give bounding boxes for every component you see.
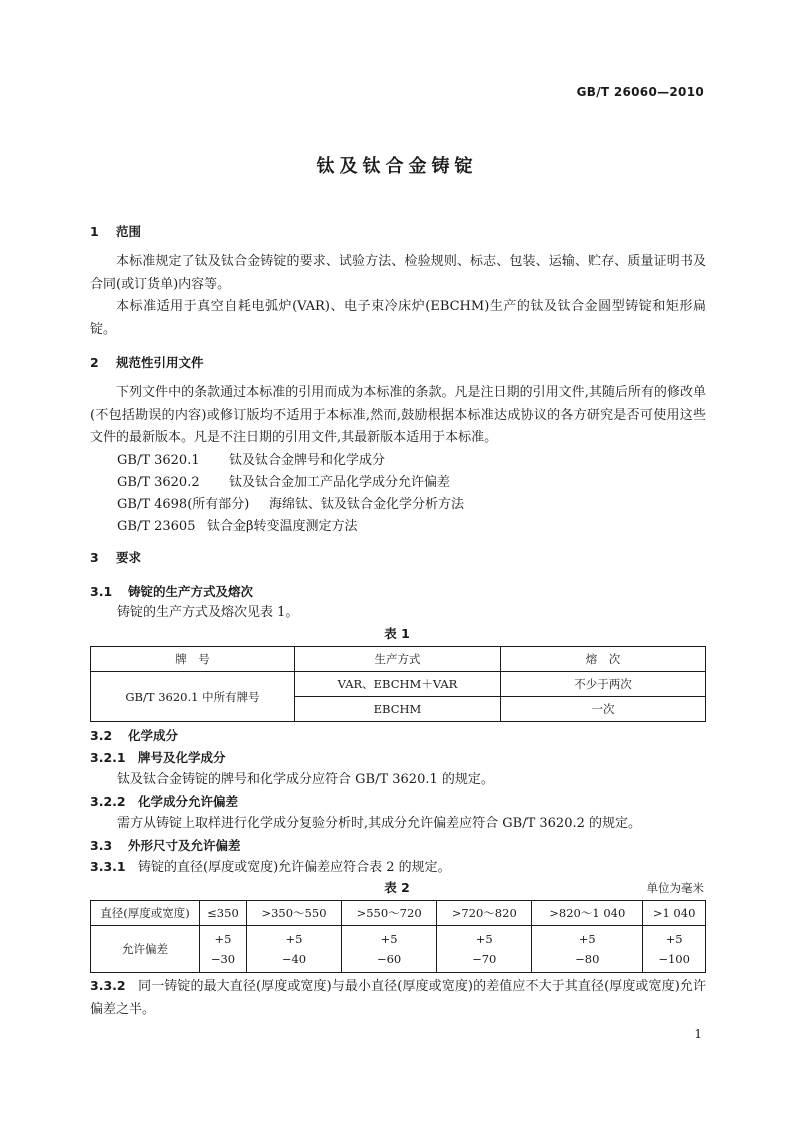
plus-value: +5 bbox=[475, 932, 493, 946]
table-2-caption: 表 2 bbox=[384, 880, 410, 895]
reference-title: 钛及钛合金加工产品化学成分允许偏差 bbox=[229, 475, 451, 490]
table-1-caption: 表 1 bbox=[384, 626, 410, 641]
minus-value: −30 bbox=[210, 952, 236, 966]
section-number: 3.3 bbox=[90, 838, 113, 853]
table-header: >350～550 bbox=[246, 901, 341, 926]
minus-value: −80 bbox=[575, 952, 600, 966]
plus-value: +5 bbox=[285, 932, 303, 946]
reference-code: GB/T 3620.2 bbox=[117, 475, 200, 490]
table-header: ≤350 bbox=[200, 901, 247, 926]
section-number: 3.2.2 bbox=[90, 794, 126, 809]
table-cell: 不少于两次 bbox=[501, 672, 706, 697]
section-title: 规范性引用文件 bbox=[116, 355, 204, 370]
table-2 bbox=[90, 900, 706, 973]
plus-value: +5 bbox=[380, 932, 398, 946]
table-header: >1 040 bbox=[643, 901, 706, 926]
minus-value: −60 bbox=[376, 952, 402, 966]
table-cell bbox=[342, 926, 437, 973]
plus-value: +5 bbox=[665, 932, 683, 946]
section-2-heading bbox=[90, 353, 204, 371]
paragraph: 铸锭的生产方式及熔次见表 1。 bbox=[117, 605, 299, 620]
section-number: 3.3.2 bbox=[90, 978, 126, 993]
section-number: 3.3.1 bbox=[90, 859, 126, 874]
reference-code: GB/T 4698(所有部分) bbox=[117, 497, 250, 512]
plus-value: +5 bbox=[578, 932, 596, 946]
table-cell: 一次 bbox=[501, 697, 706, 722]
table-row-header: 允许偏差 bbox=[91, 926, 200, 973]
section-title: 化学成分 bbox=[128, 728, 179, 743]
standard-code: GB/T 26060—2010 bbox=[576, 85, 704, 99]
paragraph: 下列文件中的条款通过本标准的引用而成为本标准的条款。凡是注日期的引用文件,其随后所有的修改单(不包括勘误的内容)或修订版均不适用于本标准,然而,鼓励根据本标准达成协议的各方研究是否可使用这些文件的最新版本。凡是不注日期的引用文件,其最新版本适用于本标准。 bbox=[90, 385, 706, 445]
table-cell: EBCHM bbox=[295, 697, 501, 722]
section-number: 2 bbox=[90, 355, 99, 370]
table-header: 牌 号 bbox=[91, 647, 295, 672]
paragraph-text: 铸锭的直径(厚度或宽度)允许偏差应符合表 2 的规定。 bbox=[138, 860, 451, 875]
section-number: 1 bbox=[90, 224, 99, 239]
section-3-2-1-heading bbox=[90, 748, 226, 766]
section-3-heading bbox=[90, 548, 141, 566]
section-title: 化学成分允许偏差 bbox=[138, 794, 239, 809]
paragraph-text: 同一铸锭的最大直径(厚度或宽度)与最小直径(厚度或宽度)的差值应不大于其直径(厚度或宽度)允许偏差之半。 bbox=[90, 979, 706, 1017]
minus-value: −40 bbox=[281, 952, 307, 966]
minus-value: −70 bbox=[472, 952, 497, 966]
section-1-heading bbox=[90, 222, 141, 240]
reference-item bbox=[117, 471, 450, 490]
table-header: 生产方式 bbox=[295, 647, 501, 672]
table-header: >720～820 bbox=[437, 901, 532, 926]
paragraph bbox=[90, 975, 706, 1021]
reference-code: GB/T 3620.1 bbox=[117, 453, 200, 468]
table-cell bbox=[246, 926, 341, 973]
reference-item bbox=[117, 493, 464, 512]
table-cell: VAR、EBCHM＋VAR bbox=[295, 672, 501, 697]
table-row-header: 直径(厚度或宽度) bbox=[91, 901, 200, 926]
section-title: 范围 bbox=[116, 224, 142, 239]
reference-code: GB/T 23605 bbox=[117, 519, 196, 534]
section-title: 铸锭的生产方式及熔次 bbox=[128, 584, 254, 599]
page-number: 1 bbox=[694, 1027, 702, 1041]
section-3-2-2-heading bbox=[90, 792, 238, 810]
minus-value: −100 bbox=[658, 952, 690, 966]
table-cell bbox=[643, 926, 706, 973]
reference-title: 钛合金β转变温度测定方法 bbox=[207, 519, 358, 534]
paragraph: 需方从铸锭上取样进行化学成分复验分析时,其成分允许偏差应符合 GB/T 3620.2 的规定。 bbox=[117, 816, 642, 831]
reference-title: 钛及钛合金牌号和化学成分 bbox=[229, 453, 386, 468]
table-cell-grade: GB/T 3620.1 中所有牌号 bbox=[91, 672, 295, 722]
table-cell bbox=[200, 926, 247, 973]
document-title: 钛及钛合金铸锭 bbox=[316, 156, 478, 177]
plus-value: +5 bbox=[214, 932, 232, 946]
section-3-2-heading bbox=[90, 726, 178, 744]
table-2-unit: 单位为毫米 bbox=[646, 881, 704, 895]
reference-item bbox=[117, 515, 358, 534]
table-cell bbox=[532, 926, 643, 973]
section-number: 3.2.1 bbox=[90, 750, 126, 765]
reference-item bbox=[117, 449, 385, 468]
section-number: 3.2 bbox=[90, 728, 113, 743]
table-header: >820～1 040 bbox=[532, 901, 643, 926]
section-number: 3 bbox=[90, 550, 99, 565]
section-title: 要求 bbox=[116, 550, 142, 565]
paragraph: 本标准适用于真空自耗电弧炉(VAR)、电子束冷床炉(EBCHM)生产的钛及钛合金圆型铸锭和矩形扁锭。 bbox=[90, 299, 706, 337]
section-number: 3.1 bbox=[90, 584, 113, 599]
section-3-3-heading bbox=[90, 836, 241, 854]
reference-title: 海绵钛、钛及钛合金化学分析方法 bbox=[269, 497, 465, 512]
table-header: 熔 次 bbox=[501, 647, 706, 672]
paragraph: 本标准规定了钛及钛合金铸锭的要求、试验方法、检验规则、标志、包装、运输、贮存、质量证明书及合同(或订货单)内容等。 bbox=[90, 254, 706, 292]
table-cell bbox=[437, 926, 532, 973]
section-3-1-heading bbox=[90, 582, 253, 600]
table-1 bbox=[90, 646, 706, 722]
table-header: >550～720 bbox=[342, 901, 437, 926]
paragraph: 钛及钛合金铸锭的牌号和化学成分应符合 GB/T 3620.1 的规定。 bbox=[117, 772, 494, 787]
paragraph bbox=[90, 856, 451, 875]
section-title: 外形尺寸及允许偏差 bbox=[128, 838, 241, 853]
section-title: 牌号及化学成分 bbox=[138, 750, 226, 765]
